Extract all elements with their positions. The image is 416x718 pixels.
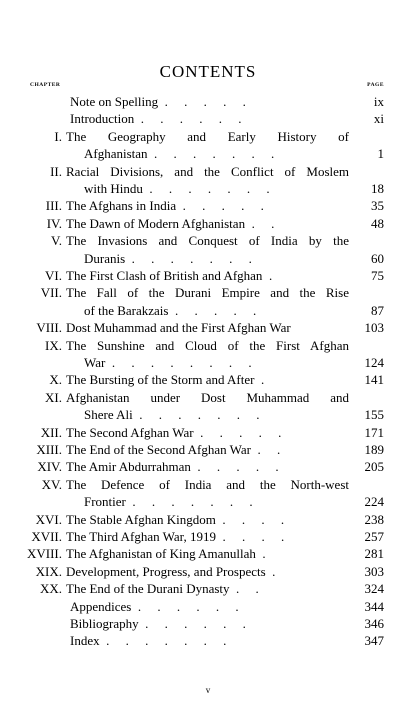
page-number: 18: [371, 180, 384, 196]
toc-entry: [0, 93, 416, 110]
page-number: 1: [377, 146, 384, 162]
chapter-title-line: Afghanistan under Dost Muhammad and: [66, 389, 349, 405]
chapter-title-line: with Hindu . . . . . . .: [84, 180, 270, 196]
leader-dots: . . . . .: [158, 94, 246, 109]
chapter-title: [66, 371, 349, 388]
toc-entry: [0, 110, 416, 127]
page-number: 75: [371, 268, 384, 283]
page-number: 224: [364, 494, 384, 510]
toc-entry: [0, 563, 416, 580]
chapter-title-line: War . . . . . . . .: [84, 354, 252, 370]
leader-dots: . . . . . .: [134, 111, 242, 127]
chapter-number: XII.: [40, 424, 62, 440]
leader-dots: .: [255, 546, 266, 562]
chapter-title: [66, 389, 349, 424]
page-number: 257: [364, 529, 384, 544]
chapter-title: [66, 424, 349, 441]
chapter-title: [66, 458, 349, 475]
leader-dots: .: [254, 372, 265, 388]
chapter-title: [66, 197, 349, 214]
page-number: 344: [364, 598, 384, 614]
contents-title: CONTENTS: [159, 62, 257, 81]
chapter-title-line: The Afghans in India . . . . .: [66, 198, 264, 214]
leader-dots: . . . . . . .: [132, 407, 260, 423]
chapter-number: XVIII.: [26, 546, 62, 562]
leader-dots: . . . . . . . .: [105, 354, 252, 370]
chapter-title: [66, 545, 349, 562]
toc-entry: [0, 163, 416, 198]
chapter-title: [66, 580, 349, 597]
page-number: 347: [364, 633, 384, 649]
page-number: 324: [364, 581, 384, 597]
leader-dots: . . . . . . .: [142, 180, 270, 196]
chapter-title-line: The Bursting of the Storm and After .: [66, 372, 265, 388]
page-number: 281: [364, 546, 384, 562]
toc-entry: [0, 511, 416, 528]
chapter-title: [66, 511, 349, 528]
chapter-title: [66, 563, 349, 580]
chapter-title-line: Bibliography . . . . . .: [70, 616, 246, 631]
toc-entry: [0, 545, 416, 562]
toc-entry: [0, 476, 416, 511]
page-number-footer: v: [205, 685, 211, 695]
leader-dots: . . . . . . .: [99, 633, 227, 649]
chapter-number: V.: [51, 233, 62, 249]
toc-entry: [0, 128, 416, 163]
chapter-title-line: The Defence of India and the North-west: [66, 476, 349, 492]
chapter-title-line: Frontier . . . . . . .: [84, 494, 253, 510]
chapter-title-line: The End of the Second Afghan War . .: [66, 442, 281, 457]
leader-dots: . . . . . . .: [125, 494, 253, 510]
chapter-number: XIV.: [37, 459, 62, 475]
chapter-title-line: The First Clash of British and Afghan .: [66, 268, 273, 283]
chapter-number: III.: [45, 198, 62, 214]
chapter-number: II.: [50, 163, 62, 179]
toc-entry: [0, 528, 416, 545]
chapter-number: XVI.: [35, 511, 62, 527]
chapter-title: [70, 615, 349, 632]
chapter-title: [70, 598, 349, 615]
chapter-title-line: Shere Ali . . . . . . .: [84, 407, 260, 423]
chapter-title-line: Introduction . . . . . .: [70, 111, 242, 127]
chapter-number: I.: [54, 128, 62, 144]
page-number: 346: [364, 616, 384, 631]
chapter-number: XX.: [39, 581, 62, 597]
chapter-title: [70, 93, 349, 110]
chapter-title-line: The Invasions and Conquest of India by the: [66, 233, 349, 249]
chapter-title-line: Index . . . . . . .: [70, 633, 227, 649]
chapter-number: XI.: [45, 389, 62, 405]
page-number: 141: [364, 372, 384, 388]
chapter-title-line: Duranis . . . . . . .: [84, 250, 252, 266]
page-number: 35: [371, 198, 384, 214]
chapter-number: XIII.: [36, 442, 62, 457]
leader-dots: . .: [251, 442, 281, 457]
toc-entry: [0, 632, 416, 649]
chapter-title: [70, 110, 349, 127]
chapter-title-line: The Afghanistan of King Amanullah .: [66, 546, 266, 562]
chapter-title: [66, 215, 349, 232]
page-number: 238: [364, 511, 384, 527]
leader-dots: . . . . . .: [138, 616, 246, 631]
toc-entry: [0, 615, 416, 632]
chapter-title-line: The Dawn of Modern Afghanistan . .: [66, 215, 275, 231]
toc-entry: [0, 580, 416, 597]
chapter-title-line: of the Barakzais . . . . .: [84, 302, 257, 318]
leader-dots: . . . .: [215, 511, 285, 527]
toc-entry: [0, 319, 416, 336]
chapter-number: IV.: [46, 215, 62, 231]
page-number: ix: [373, 94, 384, 109]
chapter-title-line: The Stable Afghan Kingdom . . . .: [66, 511, 285, 527]
toc-entry: [0, 441, 416, 458]
chapter-title: [66, 284, 349, 319]
chapter-title: [66, 163, 349, 198]
toc-entry: [0, 197, 416, 214]
toc-entry: [0, 598, 416, 615]
chapter-title-line: Development, Progress, and Prospects .: [66, 563, 276, 579]
leader-dots: . . . . . . .: [125, 250, 252, 266]
page-number: 124: [364, 354, 384, 370]
chapter-number: X.: [49, 372, 62, 388]
chapter-title: [66, 441, 349, 458]
leader-dots: . .: [245, 215, 275, 231]
leader-dots: . . . . . . .: [147, 146, 275, 162]
chapter-title: [70, 632, 349, 649]
page-number: 103: [364, 320, 384, 336]
toc-entry: [0, 284, 416, 319]
page-number: 87: [371, 302, 384, 318]
leader-dots: . .: [229, 581, 259, 597]
chapter-title-line: Note on Spelling . . . . .: [70, 94, 246, 109]
page-number: 171: [364, 424, 384, 440]
toc-entry: [0, 371, 416, 388]
toc-entry: [0, 337, 416, 372]
leader-dots: .: [262, 268, 273, 283]
chapter-column-header: CHAPTER: [30, 82, 61, 88]
chapter-title-line: Dost Muhammad and the First Afghan War: [66, 320, 291, 336]
chapter-number: XV.: [41, 476, 62, 492]
chapter-number: XIX.: [35, 563, 62, 579]
toc-entry: [0, 389, 416, 424]
chapter-title: [66, 476, 349, 511]
chapter-title: [66, 319, 349, 336]
chapter-title: [66, 267, 349, 284]
chapter-number: IX.: [45, 337, 62, 353]
leader-dots: . . . .: [215, 529, 285, 544]
chapter-title: [66, 528, 349, 545]
chapter-title-line: The Second Afghan War . . . . .: [66, 424, 282, 440]
chapter-title-line: The Third Afghan War, 1919 . . . .: [66, 529, 285, 544]
page-number: 60: [371, 250, 384, 266]
leader-dots: .: [265, 563, 276, 579]
chapter-title: [66, 232, 349, 267]
chapter-title-line: Racial Divisions, and the Conflict of Moslem: [66, 163, 349, 179]
leader-dots: . . . . .: [193, 424, 282, 440]
page-column-header: PAGE: [367, 82, 384, 88]
chapter-title-line: Appendices . . . . . .: [70, 598, 239, 614]
leader-dots: . . . . .: [168, 302, 257, 318]
toc-entry: [0, 267, 416, 284]
leader-dots: . . . . .: [190, 459, 279, 475]
page-number: 303: [364, 563, 384, 579]
chapter-title-line: The Fall of the Durani Empire and the Rise: [66, 285, 349, 301]
page-number: 155: [364, 407, 384, 423]
chapter-title-line: The Amir Abdurrahman . . . . .: [66, 459, 279, 475]
chapter-number: VI.: [45, 268, 62, 283]
chapter-title-line: The End of the Durani Dynasty . .: [66, 581, 259, 597]
chapter-title-line: The Sunshine and Cloud of the First Afghan: [66, 337, 349, 353]
chapter-title-line: Afghanistan . . . . . . .: [84, 146, 275, 162]
chapter-title: [66, 128, 349, 163]
toc-entry: [0, 215, 416, 232]
toc-entry: [0, 458, 416, 475]
chapter-title: [66, 337, 349, 372]
page-number: 189: [364, 442, 384, 457]
chapter-title-line: The Geography and Early History of: [66, 128, 349, 144]
chapter-number: VII.: [40, 285, 62, 301]
chapter-number: VIII.: [36, 320, 62, 336]
page-number: 205: [364, 459, 384, 475]
leader-dots: . . . . .: [176, 198, 264, 214]
page-number: 48: [371, 215, 384, 231]
chapter-number: XVII.: [31, 529, 62, 544]
toc-entry: [0, 232, 416, 267]
page-number: xi: [373, 111, 384, 127]
leader-dots: . . . . . .: [131, 598, 239, 614]
toc-entry: [0, 424, 416, 441]
